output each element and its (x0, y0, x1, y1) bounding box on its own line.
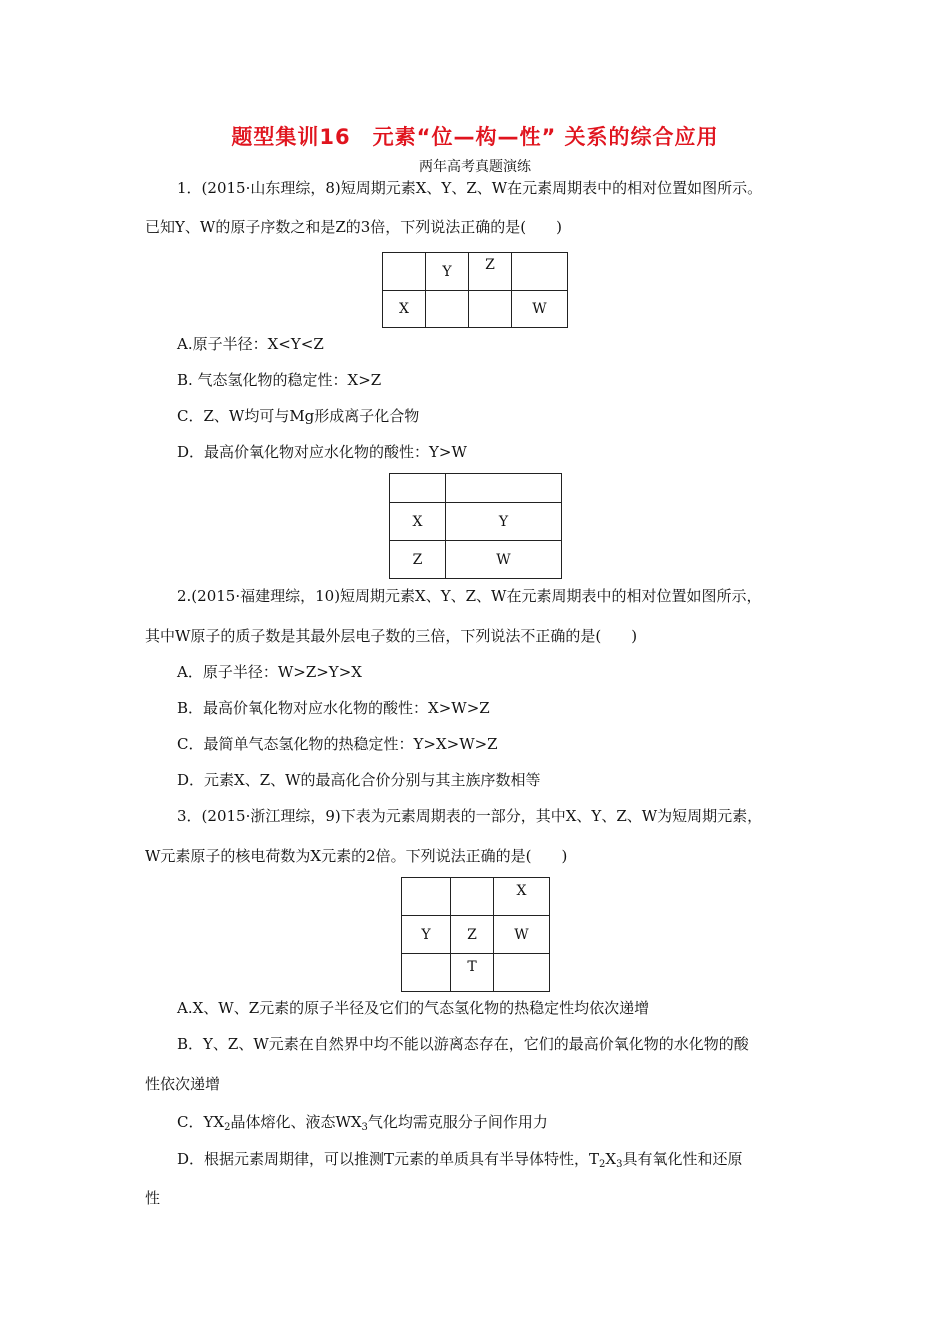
q2-option-a: A．原子半径：W>Z>Y>X (177, 663, 362, 681)
q3-cell: T (451, 954, 494, 992)
q3-option-b-line2: 性依次递增 (145, 1075, 221, 1093)
q2-stem-line1: 2.(2015·福建理综，10)短周期元素X、Y、Z、W在元素周期表中的相对位置如图所示， (177, 587, 762, 605)
subscript: 3 (616, 1159, 623, 1170)
q3-option-a: A.X、W、Z元素的原子半径及它们的气态氢化物的热稳定性均依次递增 (177, 999, 650, 1017)
q1-cell: X (383, 291, 426, 328)
q3-option-b-line1: B．Y、Z、W元素在自然界中均不能以游离态存在，它们的最高价氧化物的水化物的酸 (177, 1035, 749, 1053)
q3-stem-line2: W元素原子的核电荷数为X元素的2倍。下列说法正确的是( ) (145, 847, 568, 865)
section-subtitle: 两年高考真题演练 (419, 159, 531, 175)
q1-option-b: B. 气态氢化物的稳定性：X>Z (177, 371, 382, 389)
q2-option-c: C．最简单气态氢化物的热稳定性：Y>X>W>Z (177, 735, 498, 753)
q2-cell: X (390, 503, 446, 541)
q3-cell (451, 878, 494, 916)
q3-option-c-text: C．YX (177, 1113, 225, 1131)
q3-option-d-text: D．根据元素周期律，可以推测T元素的单质具有半导体特性，T (177, 1150, 600, 1168)
page-title: 题型集训16 元素“位—构—性” 关系的综合应用 (231, 125, 719, 149)
q3-cell: Z (451, 916, 494, 954)
q3-cell: Y (402, 916, 451, 954)
q3-option-d-line2: 性 (145, 1189, 161, 1207)
q2-periodic-table (389, 473, 562, 579)
q3-cell: X (494, 878, 550, 916)
q1-cell (426, 291, 469, 328)
q3-cell (402, 954, 451, 992)
q1-stem-line1: 1．(2015·山东理综，8)短周期元素X、Y、Z、W在元素周期表中的相对位置如图所示。 (177, 179, 763, 197)
q3-cell: W (494, 916, 550, 954)
q1-option-a: A.原子半径：X<Y<Z (177, 335, 324, 353)
subscript: 2 (224, 1122, 231, 1133)
q3-option-c (177, 1111, 548, 1132)
q3-option-c-text: 晶体熔化、液态WX (230, 1113, 362, 1131)
q3-option-d-text: X (605, 1150, 617, 1168)
q1-cell: Z (469, 253, 512, 291)
q1-periodic-table (382, 252, 568, 328)
q1-cell (383, 253, 426, 291)
q3-option-d-text: 具有氧化性和还原 (622, 1150, 743, 1168)
q2-cell: Y (446, 503, 562, 541)
q3-cell (494, 954, 550, 992)
q3-option-c-text: 气化均需克服分子间作用力 (367, 1113, 548, 1131)
q2-cell (390, 474, 446, 503)
q3-option-d-line1 (177, 1148, 743, 1169)
q2-option-b: B．最高价氧化物对应水化物的酸性：X>W>Z (177, 699, 490, 717)
q1-cell: W (512, 291, 568, 328)
subscript: 3 (361, 1122, 368, 1133)
q1-option-c: C．Z、W均可与Mg形成离子化合物 (177, 407, 420, 425)
q1-cell (512, 253, 568, 291)
subscript: 2 (599, 1159, 606, 1170)
q3-stem-line1: 3．(2015·浙江理综，9)下表为元素周期表的一部分，其中X、Y、Z、W为短周期元素， (177, 807, 763, 825)
q3-cell (402, 878, 451, 916)
q2-option-d: D．元素X、Z、W的最高化合价分别与其主族序数相等 (177, 771, 541, 789)
q1-stem-line2: 已知Y、W的原子序数之和是Z的3倍，下列说法正确的是( ) (145, 218, 562, 236)
q3-periodic-table (401, 877, 550, 992)
q2-stem-line2: 其中W原子的质子数是其最外层电子数的三倍，下列说法不正确的是( ) (145, 627, 638, 645)
q1-option-d: D．最高价氧化物对应水化物的酸性：Y>W (177, 443, 467, 461)
q2-cell: Z (390, 541, 446, 579)
q2-cell (446, 474, 562, 503)
q1-cell (469, 291, 512, 328)
q2-cell: W (446, 541, 562, 579)
q1-cell: Y (426, 253, 469, 291)
